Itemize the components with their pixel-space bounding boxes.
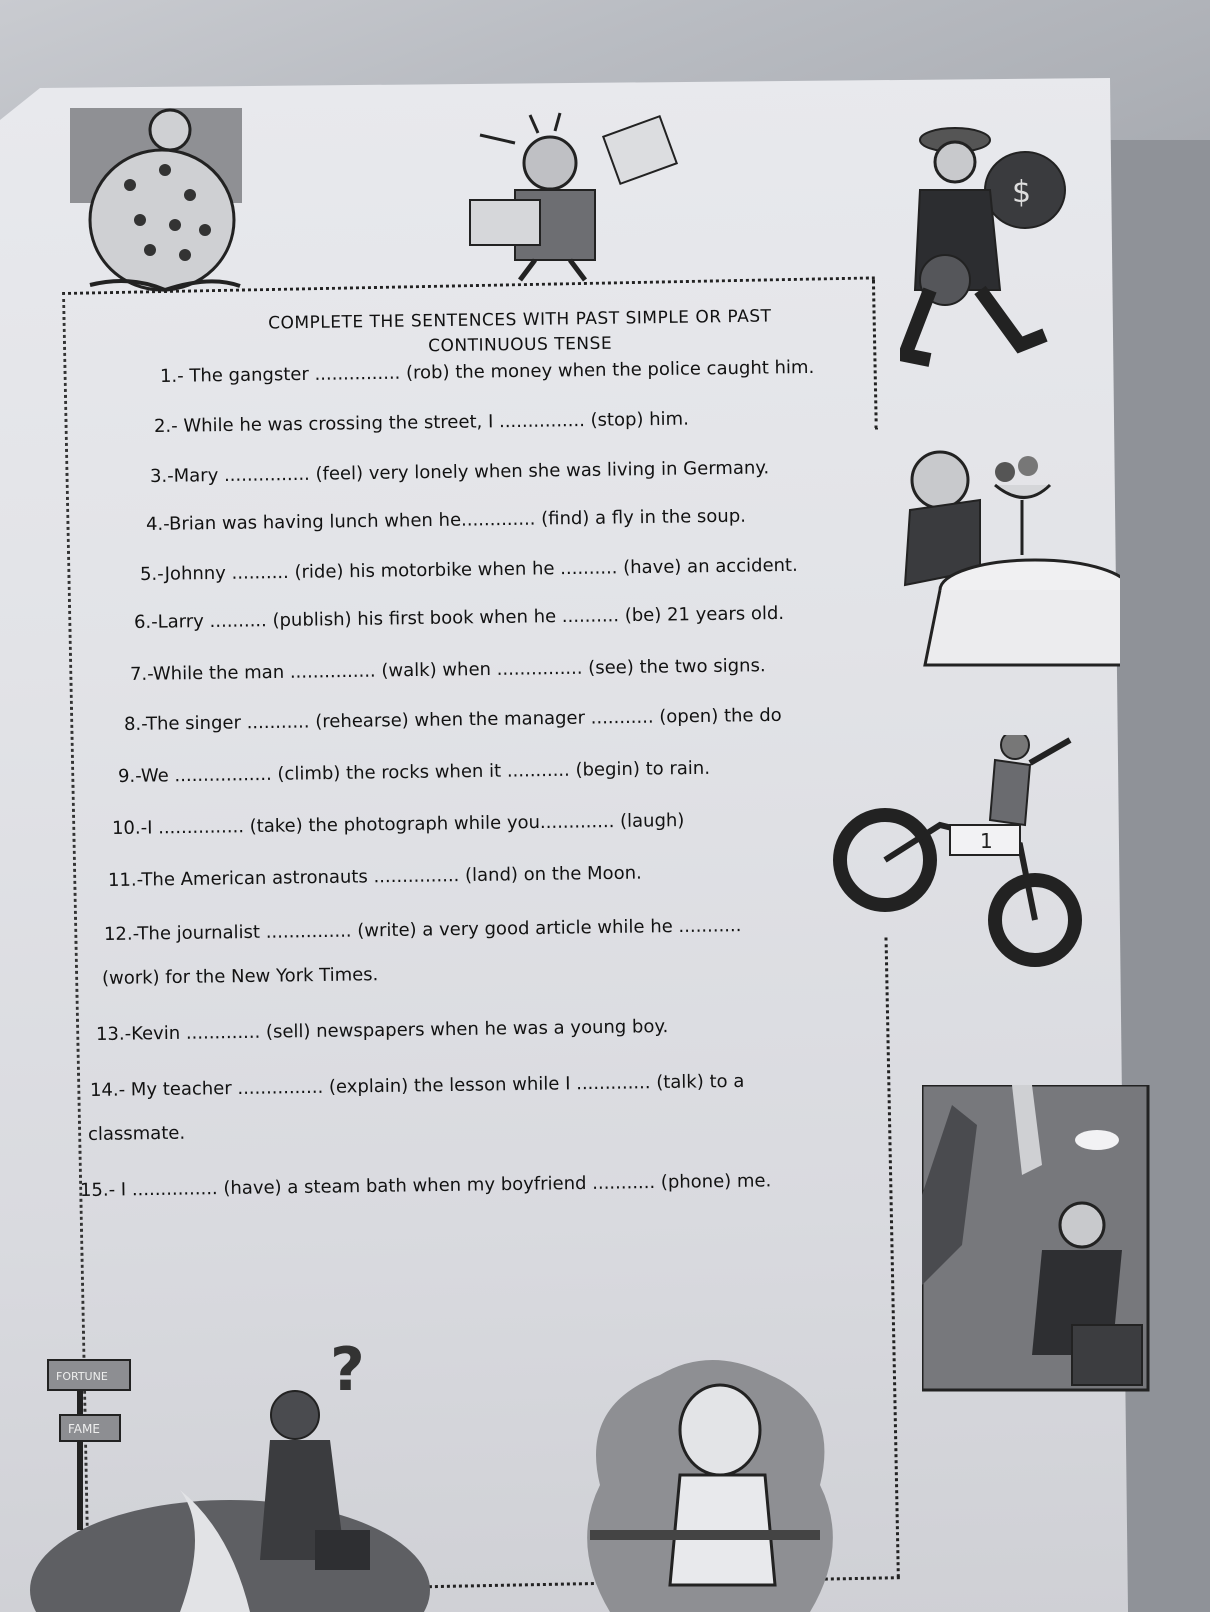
newspaper-man-illustration <box>460 105 690 285</box>
title-line-1: COMPLETE THE SENTENCES WITH PAST SIMPLE OR PAST <box>268 306 772 334</box>
fortune-fame-illustration <box>20 1330 440 1612</box>
title-line-2: CONTINUOUS TENSE <box>428 333 613 357</box>
motorbike-illustration <box>830 735 1100 975</box>
sentence-8: 8.-The singer ........... (rehearse) when the manager ........... (open) the do <box>123 704 782 735</box>
sentence-12-continued: (work) for the New York Times. <box>101 964 379 989</box>
worksheet-title <box>200 304 841 363</box>
lonely-woman-illustration <box>70 100 250 295</box>
sentence-13: 13.-Kevin ............. (sell) newspapers when he was a young boy. <box>95 1016 669 1045</box>
sign-fortune: FORTUNE <box>56 1370 108 1383</box>
sentence-10: 10.-I ............... (take) the photograph while you............. (laugh) <box>111 810 685 839</box>
question-mark: ? <box>330 1335 365 1405</box>
sentence-15: 15.- I ............... (have) a steam bath when my boyfriend ........... (phone) me. <box>79 1170 772 1201</box>
sentence-14: 14.- My teacher ............... (explain) the lesson while I ............. (talk) to a <box>89 1070 745 1101</box>
gangster-illustration <box>900 120 1075 380</box>
sign-fame: FAME <box>68 1422 100 1436</box>
sentence-9: 9.-We ................. (climb) the rocks when it ........... (begin) to rain. <box>117 757 711 787</box>
sentence-3: 3.-Mary ............... (feel) very lonely when she was living in Germany. <box>149 457 770 487</box>
sentence-1: 1.- The gangster ............... (rob) the money when the police caught him. <box>159 356 815 387</box>
sentence-11: 11.-The American astronauts ............... (land) on the Moon. <box>107 862 642 891</box>
sentence-14-continued: classmate. <box>87 1122 186 1145</box>
money-symbol: $ <box>1012 175 1032 210</box>
sentence-7: 7.-While the man ............... (walk) when ............... (see) the two signs. <box>129 655 766 685</box>
sentence-4: 4.-Brian was having lunch when he............. (find) a fly in the soup. <box>145 505 747 535</box>
sentence-12: 12.-The journalist ............... (write) a very good article while he ........... <box>103 915 742 945</box>
sentence-5: 5.-Johnny .......... (ride) his motorbike when he .......... (have) an accident. <box>139 554 798 585</box>
bike-number: 1 <box>980 829 993 853</box>
sentence-2: 2.- While he was crossing the street, I ............... (stop) him. <box>153 408 690 437</box>
steam-bath-illustration <box>570 1345 850 1612</box>
sentence-6: 6.-Larry .......... (publish) his first book when he .......... (be) 21 years old. <box>133 602 785 633</box>
lunch-man-illustration <box>850 440 1120 690</box>
climber-illustration <box>922 1085 1150 1395</box>
